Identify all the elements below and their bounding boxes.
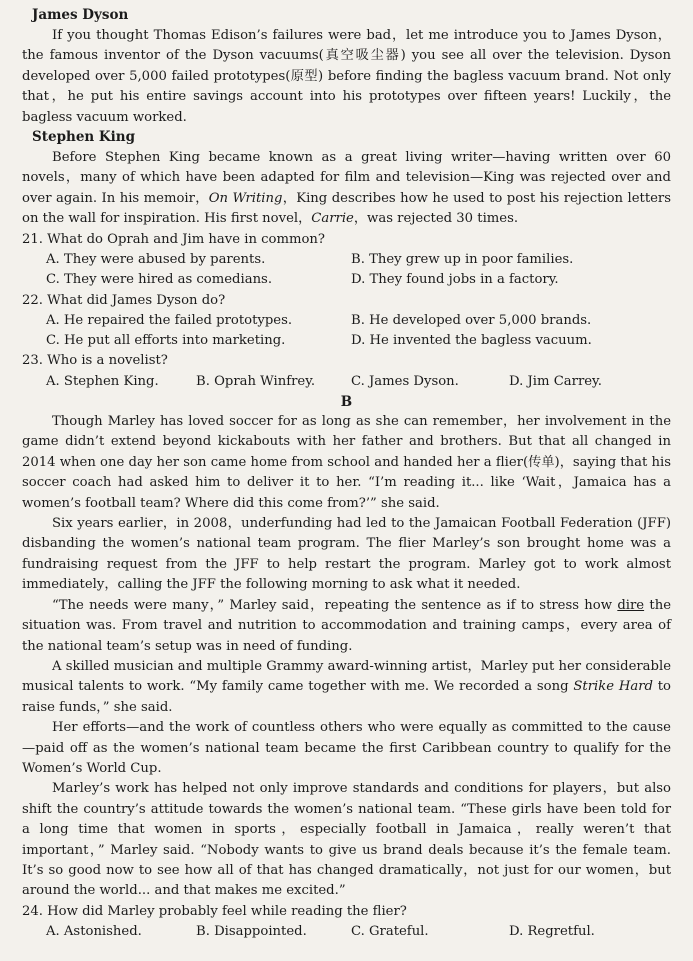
passage-b-paragraph-6: Marley’s work has helped not only improve standards and conditions for players，but also shift the country’s attitude towards the women’s national team. “These girls have been told for a long time that women in sports，especially football in Jamaica，really weren’t that important，” Marley said. “Nobody wants to give us brand deals because it’s the female team. It’s so good now to see how all of that has changed dramatically，not just for our women，but around the world... and that makes me excited.”: [22, 781, 671, 899]
question-22-options-row2: [22, 331, 671, 351]
question-24-stem: 24. How did Marley probably feel while reading the flier?: [22, 903, 407, 919]
option-21-b: B. They grew up in poor families.: [351, 251, 574, 267]
dyson-heading: James Dyson: [32, 7, 129, 23]
option-24-d: D. Regretful.: [509, 924, 595, 940]
option-24-a: A. Astonished.: [46, 924, 142, 940]
option-23-c: C. James Dyson.: [351, 373, 459, 389]
question-23-options: [22, 372, 671, 392]
passage-b-paragraph-3: “The needs were many，” Marley said，repeating the sentence as if to stress how dire the situation was. From travel and nutrition to accommodation and training camps，every area of the national team’s setup was in need of funding.: [22, 597, 671, 654]
option-21-c: C. They were hired as comedians.: [46, 272, 273, 288]
option-22-b: B. He developed over 5,000 brands.: [351, 312, 592, 328]
novel-title: Carrie: [311, 211, 354, 227]
option-22-d: D. He invented the bagless vacuum.: [351, 333, 592, 349]
song-title: Strike Hard: [573, 679, 653, 695]
question-21-options-row2: [22, 270, 671, 290]
question-22-options-row1: [22, 311, 671, 331]
option-21-a: A. They were abused by parents.: [46, 251, 266, 267]
option-24-c: C. Grateful.: [351, 924, 429, 940]
underlined-word-dire: dire: [617, 597, 645, 613]
passage-b-paragraph-1: Though Marley has loved soccer for as long as she can remember，her involvement in the game didn’t extend beyond kickabouts with her father and brothers. But that all changed in 2014 when one day her son came home from school and handed her a flier(传单)，saying that his soccer coach had asked him to deliver it to her. “I’m reading it... like ‘Wait，Jamaica has a women’s football team? Where did this come from?’” she said.: [22, 414, 671, 511]
question-21-stem: 21. What do Oprah and Jim have in common?: [22, 231, 325, 247]
king-heading: Stephen King: [32, 129, 136, 146]
king-paragraph: Before Stephen King became known as a great living writer—having written over 60 novels，many of which have been adapted for film and television—King was rejected over and over again. In his memoir，On Writing，King describes how he used to post his rejection letters on the wall for inspiration. His first novel，Carrie，was rejected 30 times.: [22, 150, 672, 227]
memoir-title: On Writing: [208, 190, 283, 206]
option-23-b: B. Oprah Winfrey.: [196, 373, 316, 389]
option-22-c: C. He put all efforts into marketing.: [46, 333, 286, 349]
section-b-heading: B: [340, 394, 353, 411]
option-23-a: A. Stephen King.: [46, 373, 159, 389]
option-24-b: B. Disappointed.: [196, 924, 307, 940]
passage-b-paragraph-2: Six years earlier，in 2008，underfunding had led to the Jamaican Football Federation (JFF) disbanding the women’s national team program. The flier Marley’s son brought home was a fundraising request from the JFF to help restart the program. Marley got to work almost immediately，calling the JFF the following morning to ask what it needed.: [22, 516, 671, 593]
question-21-options-row1: [22, 250, 671, 270]
option-23-d: D. Jim Carrey.: [509, 373, 602, 389]
option-21-d: D. They found jobs in a factory.: [351, 272, 559, 288]
option-22-a: A. He repaired the failed prototypes.: [46, 312, 293, 328]
question-22-stem: 22. What did James Dyson do?: [22, 292, 226, 308]
dyson-paragraph: If you thought Thomas Edison’s failures were bad，let me introduce you to James Dyson，the famous inventor of the Dyson vacuums(真空吸尘器) you see all over the television. Dyson developed over 5,000 failed prototypes(原型) before finding the bagless vacuum brand. Not only that，he put his entire savings account into his prototypes over fifteen years! Luckily，the bagless vacuum worked.: [22, 28, 671, 125]
passage-b-paragraph-5: Her efforts—and the work of countless others who were equally as committed to the cause—paid off as the women’s national team became the first Caribbean country to qualify for the Women’s World Cup.: [22, 720, 671, 776]
question-23-stem: 23. Who is a novelist?: [22, 353, 168, 369]
question-24-options: [22, 922, 671, 942]
passage-b-paragraph-4: A skilled musician and multiple Grammy award-winning artist，Marley put her considerable musical talents to work. “My family came together with me. We recorded a song Strike Hard to raise funds，” she said.: [22, 658, 671, 715]
